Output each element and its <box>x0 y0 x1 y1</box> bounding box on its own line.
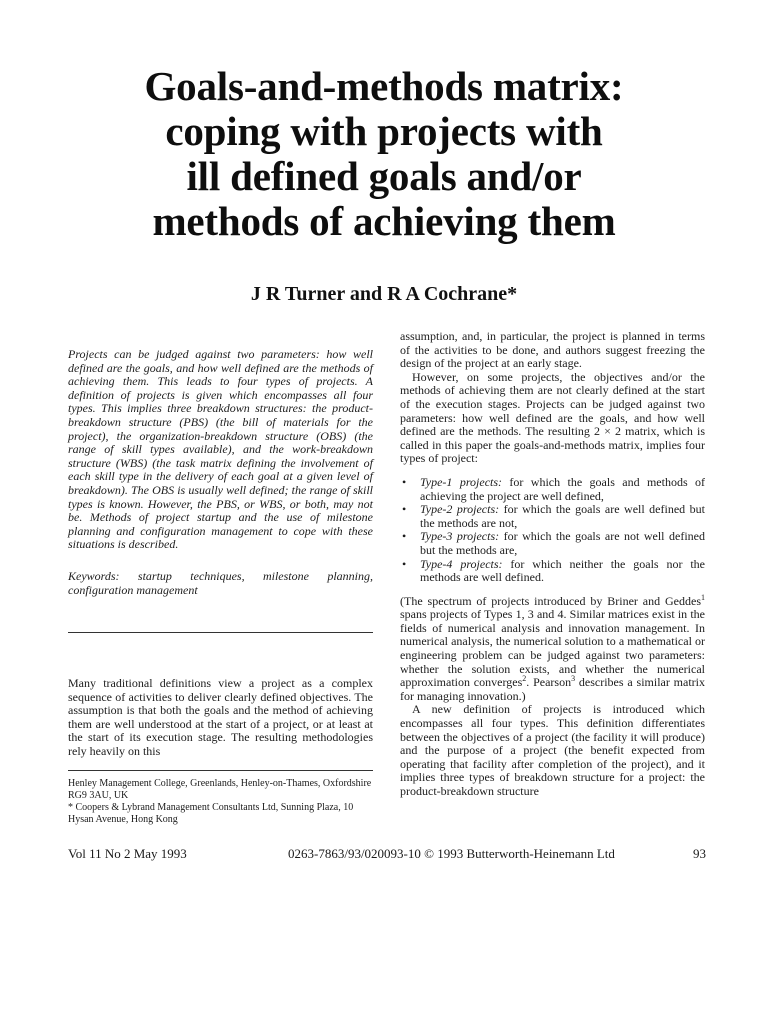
intro-paragraph: Many traditional definitions view a project as a complex sequence of activities to deliver clearly defined objectives. The assumption is that both the goals and the method of achieving them are well understood at the start of a project, or at least at the start of its execution stage. The resulting methodologies rely heavily on this <box>68 676 373 758</box>
left-column-body <box>68 677 373 759</box>
list-item <box>400 558 705 585</box>
abstract: Projects can be judged against two parameters: how well defined are the goals, and how well defined are the methods of achieving them. This leads to four types of projects. A definition of projects is given which encompasses all four types. This implies three breakdown structures: the product-breakdown structure (PBS) (the bill of materials for the project), the organization-breakdown structure (OBS) (the range of skill types available), and the work-breakdown structure (WBS) (the task matrix defining the involvement of each skill type in the delivery of each goal at a given level of breakdown). The OBS is usually well defined; the range of skill types is known. However, the PBS, or WBS, or both, may not be. Methods of project startup and the use of milestone planning and configuration management to cope with these situations is described. <box>68 347 373 552</box>
type-text: for which the goals and methods of achieving the project are well defined, <box>420 474 705 503</box>
reference-marker: 2 <box>522 674 527 684</box>
left-column-top <box>68 348 373 597</box>
type-name: Type-1 projects: <box>420 474 503 489</box>
type-name: Type-4 projects: <box>420 556 503 571</box>
type-text: for which neither the goals nor the methods are well defined. <box>420 556 705 585</box>
list-item <box>400 476 705 503</box>
paragraph: However, on some projects, the objectives and/or the methods of achieving them are not clearly defined at the start of the execution stages. Projects can be judged against two parameters: how well defined are the goals, and how well defined are the methods. The resulting 2 × 2 matrix, which is called in this paper the goals-and-methods matrix, implies four types of project: <box>400 369 705 466</box>
reference-marker: 3 <box>571 674 576 684</box>
footnotes <box>68 778 373 826</box>
reference-marker: 1 <box>701 592 705 602</box>
text-run: spans projects of Types 1, 3 and 4. Similar matrices exist in the fields of numerical analysis and innovation management. In numerical analysis, the numerical solution to a mathematical or engineering problem can be judged against two parameters: whether the solution exists, and whether the numerical approximation converges <box>400 607 705 690</box>
title-line: coping with projects with <box>165 108 603 154</box>
list-item <box>400 530 705 557</box>
title-line: methods of achieving them <box>152 198 616 244</box>
paragraph <box>400 592 705 704</box>
type-name: Type-3 projects: <box>420 529 500 544</box>
paragraph: assumption, and, in particular, the project is planned in terms of the activities to be done, and authors suggest freezing the design of the project at an early stage. <box>400 329 705 371</box>
volume-info: Vol 11 No 2 May 1993 <box>68 846 187 861</box>
type-name: Type-2 projects: <box>420 502 500 517</box>
text-run: . Pearson <box>526 675 572 690</box>
project-types-list <box>400 476 705 585</box>
affiliation-footnote: Henley Management College, Greenlands, Henley-on-Thames, Oxfordshire RG9 3AU, UK <box>68 778 372 801</box>
copyright-line: 0263-7863/93/020093-10 © 1993 Butterworth-Heinemann Ltd <box>288 846 615 861</box>
text-run: describes a similar matrix for managing innovation.) <box>400 675 705 703</box>
affiliation-footnote: * Coopers & Lybrand Management Consultants Ltd, Sunning Plaza, 10 Hysan Avenue, Hong Kong <box>68 802 354 825</box>
text-run: (The spectrum of projects introduced by Briner and Geddes <box>400 593 701 608</box>
title-line: ill defined goals and/or <box>186 153 582 199</box>
paragraph: A new definition of projects is introduced which encompasses all four types. This definition differentiates between the objectives of a project (the facility it will produce) and the purpose of a project (the benefit expected from operating that facility after completion of the project), and it implies three types of breakdown structure for a project: the product-breakdown structure <box>400 702 705 798</box>
abstract-divider <box>68 632 373 633</box>
authors: J R Turner and R A Cochrane* <box>250 283 518 305</box>
type-text: for which the goals are not well defined but the methods are, <box>420 529 705 557</box>
list-item <box>400 503 705 530</box>
article-title <box>40 64 728 244</box>
type-text: for which the goals are well defined but the methods are not, <box>420 502 705 530</box>
page-number: 93 <box>693 846 706 861</box>
footnote-divider <box>68 770 373 771</box>
keywords: Keywords: startup techniques, milestone planning, configuration management <box>68 568 373 597</box>
right-column <box>400 330 705 799</box>
title-line: Goals-and-methods matrix: <box>144 63 624 109</box>
